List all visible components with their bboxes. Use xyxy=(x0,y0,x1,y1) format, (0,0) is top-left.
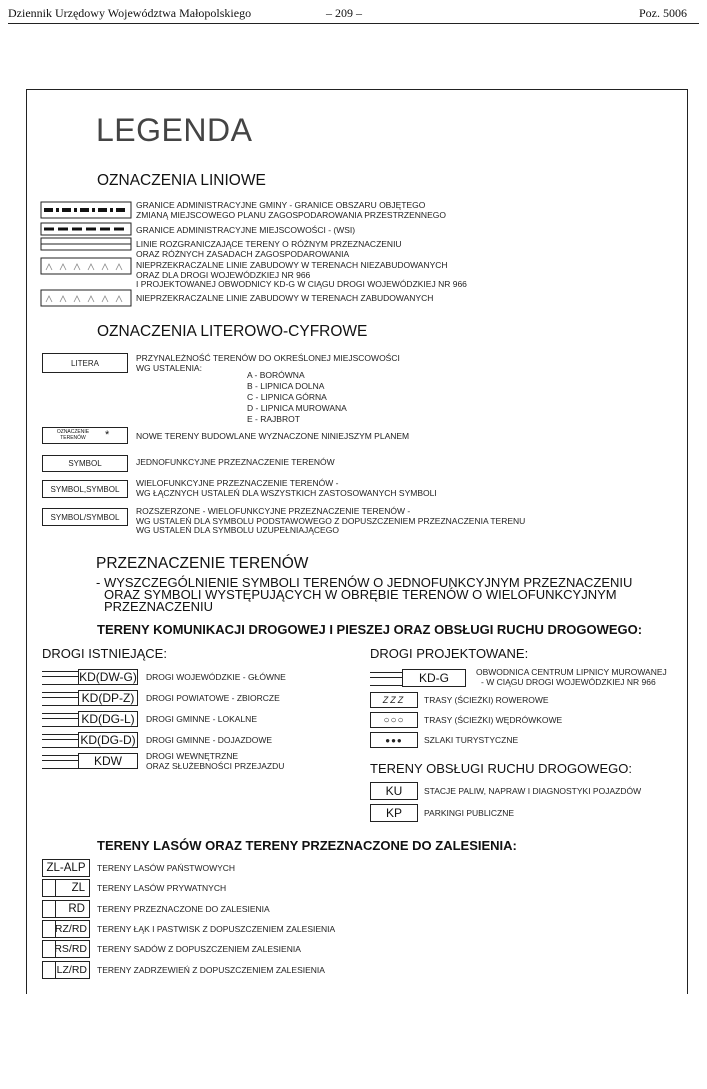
linear-item-5-line1: NIEPRZEKRACZALNE LINIE ZABUDOWY W TERENACH ZABUDOWANYCH xyxy=(136,293,434,303)
road-symbol-dwg xyxy=(42,669,138,685)
symbol-symbol-description xyxy=(136,479,437,498)
road-desc-dgl: DROGI GMINNE - LOKALNE xyxy=(146,714,257,724)
forest-zl-desc: TERENY LASÓW PRYWATNYCH xyxy=(97,883,227,893)
building-line-developed-symbol xyxy=(41,290,131,306)
legend-title: LEGENDA xyxy=(96,112,253,148)
road-symbol-dgd xyxy=(42,732,138,748)
planned-road-kdg-desc-line1: OBWODNICA CENTRUM LIPNICY MUROWANEJ xyxy=(476,667,667,677)
purpose-desc-line1: - WYSZCZEGÓLNIENIE SYMBOLI TERENÓW O JEDNOFUNKCYJNYM PRZEZNACZENIU xyxy=(96,575,633,590)
new-areas-label-line1: OZNACZENIE xyxy=(56,429,90,435)
planned-road-kdg-desc xyxy=(476,668,667,687)
litera-label: LITERA xyxy=(70,358,99,368)
linear-section-title: OZNACZENIA LINIOWE xyxy=(97,172,266,189)
place-e: E - RAJBROT xyxy=(247,414,300,424)
forest-lzrd-symbol xyxy=(42,961,90,979)
place-a: A - BORÓWNA xyxy=(247,370,305,380)
linear-item-3-line1: LINIE ROZGRANICZAJĄCE TERENY O RÓŻNYM PRZEZNACZENIU xyxy=(136,239,402,249)
road-code-kdw: KDW xyxy=(78,753,138,769)
forest-rsrd-symbol xyxy=(42,940,90,958)
page-number: – 209 – xyxy=(326,6,362,20)
place-d: D - LIPNICA MUROWANA xyxy=(247,403,347,413)
road-symbol-dgl xyxy=(42,711,138,727)
building-line-undeveloped-symbol xyxy=(41,258,131,274)
road-desc-dpz: DROGI POWIATOWE - ZBIORCZE xyxy=(146,693,280,703)
road-symbol-dpz xyxy=(42,690,138,706)
planned-road-kdg-code: KD-G xyxy=(402,669,466,687)
linear-item-3 xyxy=(136,240,402,259)
symbol-box xyxy=(42,455,128,472)
alnum-section-title: OZNACZENIA LITEROWO-CYFROWE xyxy=(97,323,368,340)
hiking-route-desc: TRASY (ŚCIEŻKI) WĘDRÓWKOWE xyxy=(424,715,563,725)
linear-item-3-line2: ORAZ RÓŻNYCH ZASADACH ZAGOSPODAROWANIA xyxy=(136,248,350,259)
forest-zl-symbol xyxy=(42,879,90,897)
forest-rzrd-desc: TERENY ŁĄK I PASTWISK Z DOPUSZCZENIEM ZALESIENIA xyxy=(97,924,336,934)
forest-zl-code: ZL xyxy=(71,882,85,894)
forest-rsrd-code: RS/RD xyxy=(54,943,87,955)
purpose-section-title: PRZEZNACZENIE TERENÓW xyxy=(96,555,309,572)
linear-symbols xyxy=(40,198,132,310)
symbol-symbol-desc-line2: WG ŁĄCZNYCH USTALEŃ DLA WSZYSTKICH ZASTOSOWANYCH SYMBOLI xyxy=(136,487,437,498)
purpose-desc-line3: PRZEZNACZENIU xyxy=(104,599,214,614)
linear-item-4-line2: ORAZ DLA DROGI WOJEWÓDZKIEJ NR 966 xyxy=(136,269,311,280)
symbol-slash-desc-line3: WG USTALEŃ DLA SYMBOLU UZUPEŁNIAJĄCEGO xyxy=(136,525,339,535)
symbol-slash-box xyxy=(42,508,128,526)
planned-road-kdg-symbol xyxy=(370,669,466,687)
header-divider xyxy=(8,23,699,24)
hiking-route-code: ○○○ xyxy=(383,714,405,726)
service-section-title: TERENY OBSŁUGI RUCHU DROGOWEGO: xyxy=(370,761,632,776)
forests-section-title: TERENY LASÓW ORAZ TERENY PRZEZNACZONE DO ZALESIENIA: xyxy=(97,838,517,853)
forest-rd-symbol xyxy=(42,900,90,918)
litera-desc-line2: WG USTALENIA: xyxy=(136,362,202,373)
planned-roads-title: DROGI PROJEKTOWANE: xyxy=(370,646,529,661)
forest-rsrd-desc: TERENY SADÓW Z DOPUSZCZENIEM ZALESIENIA xyxy=(97,944,301,954)
forest-zlalp-desc: TERENY LASÓW PAŃSTWOWYCH xyxy=(97,863,236,873)
planned-road-kdg-desc-line2: - W CIĄGU DROGI WOJEWÓDZKIEJ NR 966 xyxy=(481,676,656,687)
forest-rzrd-symbol xyxy=(42,920,90,938)
linear-item-4-line1: NIEPRZEKRACZALNE LINIE ZABUDOWY W TERENACH NIEZABUDOWANYCH xyxy=(136,260,448,270)
forest-rzrd-code: RZ/RD xyxy=(54,923,87,935)
road-code-dpz: KD(DP-Z) xyxy=(78,690,138,706)
linear-item-1-line2: ZMIANĄ MIEJSCOWEGO PLANU ZAGOSPODAROWANIA PRZESTRZENNEGO xyxy=(136,209,446,220)
new-areas-label xyxy=(47,430,99,441)
road-desc-kdw-line1: DROGI WEWNĘTRZNE xyxy=(146,751,239,761)
hiking-route-symbol xyxy=(370,712,418,728)
linear-item-1-line1: GRANICE ADMINISTRACYJNE GMINY - GRANICE OBSZARU OBJĘTEGO xyxy=(136,200,426,210)
position-number: Poz. 5006 xyxy=(639,6,687,20)
symbol-symbol-desc-line1: WIELOFUNKCYJNE PRZEZNACZENIE TERENÓW - xyxy=(136,478,339,488)
linear-item-5 xyxy=(136,294,433,304)
road-desc-kdw xyxy=(146,752,284,771)
service-ku-desc: STACJE PALIW, NAPRAW I DIAGNOSTYKI POJAZDÓW xyxy=(424,786,642,796)
tourist-trail-desc: SZLAKI TURYSTYCZNE xyxy=(424,735,519,745)
forest-rd-code: RD xyxy=(68,903,85,915)
road-desc-dwg: DROGI WOJEWÓDZKIE - GŁÓWNE xyxy=(146,672,286,682)
symbol-slash-label: SYMBOL/SYMBOL xyxy=(50,512,120,522)
symbol-description: JEDNOFUNKCYJNE PRZEZNACZENIE TERENÓW xyxy=(136,457,335,467)
litera-symbol xyxy=(42,353,128,373)
road-code-dwg: KD(DW-G) xyxy=(79,670,137,684)
road-symbol-kdw xyxy=(42,753,138,769)
linear-item-4-line3: I PROJEKTOWANEJ OBWODNICY KD-G W CIĄGU DROGI WOJEWÓDZKIEJ NR 966 xyxy=(136,279,467,289)
forest-rd-desc: TERENY PRZEZNACZONE DO ZALESIENIA xyxy=(97,904,270,914)
symbol-symbol-label: SYMBOL,SYMBOL xyxy=(50,484,120,494)
new-areas-label-line2: TERENÓW xyxy=(60,434,86,441)
tourist-trail-code: ●●● xyxy=(385,735,403,745)
place-c: C - LIPNICA GÓRNA xyxy=(247,392,327,402)
road-code-dgd: KD(DG-D) xyxy=(78,732,138,748)
linear-item-2-line1: GRANICE ADMINISTRACYJNE MIEJSCOWOŚCI - (WSI) xyxy=(136,225,356,235)
symbol-symbol-box xyxy=(42,480,128,498)
forest-lzrd-code: LZ/RD xyxy=(56,964,87,976)
linear-item-4 xyxy=(136,261,467,290)
existing-roads-title: DROGI ISTNIEJĄCE: xyxy=(42,646,167,661)
service-kp-desc: PARKINGI PUBLICZNE xyxy=(424,808,515,818)
star-marker: * xyxy=(105,429,110,441)
symbol-slash-description xyxy=(136,507,525,536)
linear-item-1 xyxy=(136,201,446,220)
symbol-label: SYMBOL xyxy=(68,459,102,468)
service-ku-code: KU xyxy=(370,782,418,800)
litera-desc-line1: PRZYNALEŻNOŚĆ TERENÓW DO OKREŚLONEJ MIEJSCOWOŚCI xyxy=(136,353,400,363)
road-desc-kdw-line2: ORAZ SŁUŻEBNOŚCI PRZEJAZDU xyxy=(146,760,285,771)
road-desc-dgd: DROGI GMINNE - DOJAZDOWE xyxy=(146,735,273,745)
transport-title: TERENY KOMUNIKACJI DROGOWEJ I PIESZEJ ORAZ OBSŁUGI RUCHU DROGOWEGO: xyxy=(97,622,643,637)
linear-item-2 xyxy=(136,226,355,236)
bike-route-desc: TRASY (ŚCIEŻKI) ROWEROWE xyxy=(424,695,549,705)
bike-route-code: ZZZ xyxy=(382,695,406,705)
forest-zlalp-code: ZL-ALP xyxy=(42,859,90,877)
place-b: B - LIPNICA DOLNA xyxy=(247,381,325,391)
new-areas-description: NOWE TERENY BUDOWLANE WYZNACZONE NINIEJSZYM PLANEM xyxy=(136,431,410,441)
symbol-slash-desc-line2: WG USTALEŃ DLA SYMBOLU PODSTAWOWEGO Z DOPUSZCZENIEM PRZEZNACZENIA TERENU xyxy=(136,515,526,526)
purpose-desc-line2: ORAZ SYMBOLI WYSTĘPUJĄCYCH W OBRĘBIE TERENÓW O WIELOFUNKCYJNYM xyxy=(104,587,617,602)
journal-title: Dziennik Urzędowy Województwa Małopolskiego xyxy=(8,6,252,20)
purpose-description xyxy=(96,577,632,613)
tourist-trail-symbol xyxy=(370,732,418,748)
new-areas-symbol xyxy=(42,427,128,444)
road-code-dgl: KD(DG-L) xyxy=(78,711,138,727)
service-kp-code: KP xyxy=(370,804,418,822)
bike-route-symbol xyxy=(370,692,418,708)
places-list xyxy=(247,370,347,425)
forest-lzrd-desc: TERENY ZADRZEWIEŃ Z DOPUSZCZENIEM ZALESIENIA xyxy=(97,965,325,975)
symbol-slash-desc-line1: ROZSZERZONE - WIELOFUNKCYJNE PRZEZNACZENIE TERENÓW - xyxy=(136,506,411,516)
